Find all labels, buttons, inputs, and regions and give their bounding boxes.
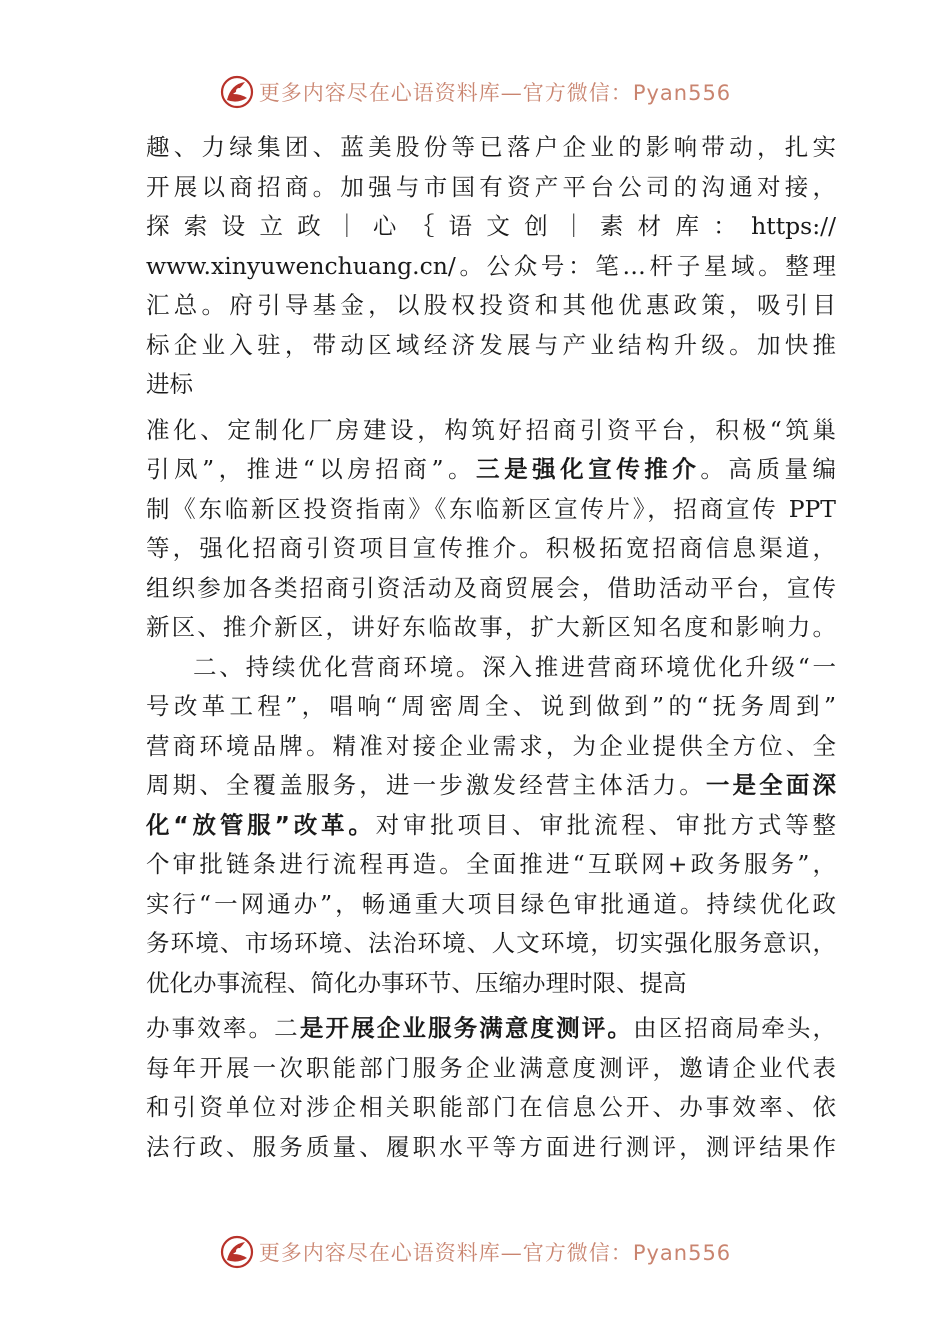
brand-logo-icon: [219, 74, 255, 110]
header-banner: [0, 70, 950, 114]
text-line: 探索设立政｜心｛语文创｜素材库：https://: [146, 212, 836, 240]
text-line: 组织参加各类招商引资活动及商贸展会，借助活动平台，宣传: [146, 573, 836, 602]
text-line: 引凤”，推进“以房招商”。三是强化宣传推介。高质量编: [146, 455, 837, 483]
text-line: 实行“一网通办”，畅通重大项目绿色审批通道。持续优化政: [146, 889, 836, 918]
text-line: 趣、力绿集团、蓝美股份等已落户企业的影响带动，扎实: [146, 133, 836, 161]
bold-heading: 化“放管服”改革。: [146, 810, 376, 839]
text-line: www.xinyuwenchuang.cn/。公众号：笔…杆子星域。整理: [146, 251, 836, 280]
text-line: 开展以商招商。加强与市国有资产平台公司的沟通对接，: [146, 172, 836, 201]
text-line: 和引资单位对涉企相关职能部门在信息公开、办事效率、依: [146, 1093, 836, 1121]
footer-banner: [0, 1230, 950, 1274]
text-line: 进标: [146, 370, 193, 398]
bold-heading: 是开展企业服务满意度测评。: [299, 1014, 634, 1042]
text-line: 周期、全覆盖服务，进一步激发经营主体活力。一是全面深: [146, 771, 836, 799]
text-line: 法行政、服务质量、履职水平等方面进行测评，测评结果作: [146, 1132, 836, 1161]
bold-heading: 三是强化宣传推介: [476, 455, 701, 483]
text-line: 汇总。府引导基金，以股权投资和其他优惠政策，吸引目: [146, 291, 836, 319]
text-line: 个审批链条进行流程再造。全面推进“互联网+政务服务”，: [146, 850, 836, 878]
text-line: 二、持续优化营商环境。深入推进营商环境优化升级“一: [193, 652, 836, 681]
brand-logo-icon: [219, 1234, 255, 1270]
text-line: 营商环境品牌。精准对接企业需求，为企业提供全方位、全: [146, 731, 836, 760]
document-body: [146, 128, 836, 1167]
text-line: 办事效率。二是开展企业服务满意度测评。由区招商局牵头，: [146, 1014, 837, 1042]
banner-text: 更多内容尽在心语资料库—官方微信：Pyan556: [258, 1241, 732, 1265]
text-line: 化“放管服”改革。对审批项目、审批流程、审批方式等整: [146, 810, 837, 839]
text-line: 务环境、市场环境、法治环境、人文环境，切实强化服务意识，: [146, 929, 836, 957]
bold-heading: 一是全面深: [705, 771, 836, 799]
text-line: 优化办事流程、简化办事环节、压缩办理时限、提高: [146, 968, 687, 997]
text-line: 制《东临新区投资指南》《东临新区宣传片》，招商宣传 PPT: [146, 494, 836, 523]
text-line: 标企业入驻，带动区域经济发展与产业结构升级。加快推: [146, 330, 836, 359]
text-line: 号改革工程”，唱响“周密周全、说到做到”的“抚务周到”: [146, 692, 836, 720]
text-line: 准化、定制化厂房建设，构筑好招商引资平台，积极“筑巢: [146, 415, 836, 444]
text-line: 等，强化招商引资项目宣传推介。积极拓宽招商信息渠道，: [146, 534, 836, 562]
text-line: 新区、推介新区，讲好东临故事，扩大新区知名度和影响力。: [146, 613, 836, 641]
banner-text: 更多内容尽在心语资料库—官方微信：Pyan556: [258, 81, 732, 105]
text-line: 每年开展一次职能部门服务企业满意度测评，邀请企业代表: [146, 1053, 836, 1082]
